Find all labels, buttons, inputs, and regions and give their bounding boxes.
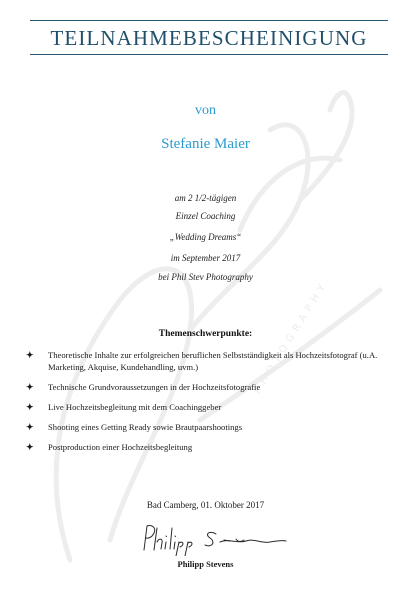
- title-rule-bottom: [30, 54, 388, 55]
- topic-text: Shooting eines Getting Ready sowie Brautpaarshootings: [48, 422, 243, 432]
- plus-bullet-icon: ✦: [26, 442, 34, 452]
- certificate-title: TEILNAHMEBESCHEINIGUNG: [50, 26, 368, 50]
- plus-bullet-icon: ✦: [26, 422, 34, 432]
- topic-item: [26, 421, 386, 433]
- signer-name: Philipp Stevens: [177, 559, 234, 569]
- topic-text: Live Hochzeitsbegleitung mit dem Coachinggeber: [48, 402, 222, 412]
- topic-item: [26, 441, 386, 453]
- detail-line: im September 2017: [170, 253, 241, 263]
- handwritten-signature: [138, 520, 288, 556]
- detail-line: „Wedding Dreams“: [169, 232, 242, 242]
- topics-list: [26, 349, 386, 461]
- plus-bullet-icon: ✦: [26, 382, 34, 392]
- plus-bullet-icon: ✦: [26, 350, 34, 360]
- topics-heading: Themenschwerpunkte:: [158, 329, 253, 339]
- topic-item: [26, 349, 386, 373]
- topic-text: Theoretische Inhalte zur erfolgreichen beruflichen Selbstständigkeit als Hochzeitsfotograf (u.A. Marketing, Akquise, Kundehandling, uvm.): [48, 350, 378, 372]
- detail-line: Einzel Coaching: [175, 211, 236, 221]
- topic-item: [26, 381, 386, 393]
- detail-line: am 2 1/2-tägigen: [174, 193, 237, 203]
- recipient-name: Stefanie Maier: [161, 136, 250, 152]
- topic-text: Technische Grundvoraussetzungen in der Hochzeitsfotografie: [48, 382, 261, 392]
- plus-bullet-icon: ✦: [26, 402, 34, 412]
- title-rule-top: [30, 20, 388, 21]
- von-label: von: [195, 103, 216, 118]
- detail-line: bei Phil Stev Photography: [158, 272, 253, 282]
- topic-text: Postproduction einer Hochzeitsbegleitung: [48, 442, 193, 452]
- watermark-text: PHOTOGRAPHY: [252, 278, 331, 396]
- topic-item: [26, 401, 386, 413]
- place-date: Bad Camberg, 01. Oktober 2017: [146, 500, 265, 510]
